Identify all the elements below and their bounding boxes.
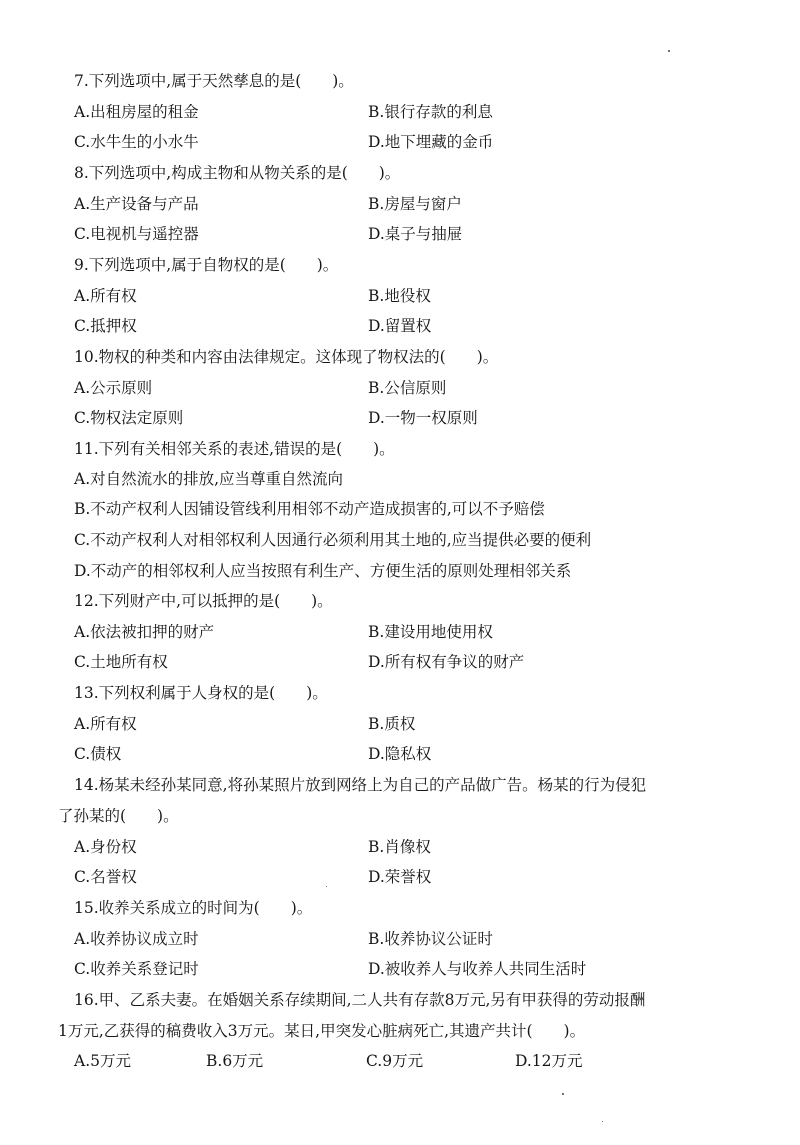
question-16-options-row	[74, 1050, 734, 1072]
question-7-options-row-1	[74, 101, 734, 123]
question-10-option-a[interactable]: A.公示原则	[74, 379, 153, 397]
question-13-option-b[interactable]: B.质权	[368, 715, 416, 733]
question-10-option-d[interactable]: D.一物一权原则	[368, 409, 478, 427]
question-14-option-c[interactable]: C.名誉权	[74, 868, 137, 886]
question-15-options-row-2	[74, 958, 734, 980]
question-7-options-row-2	[74, 131, 734, 153]
question-12-options-row-2	[74, 651, 734, 673]
question-8-options-row-1	[74, 193, 734, 215]
question-7-option-b[interactable]: B.银行存款的利息	[368, 103, 493, 121]
question-8-stem: 8.下列选项中,构成主物和从物关系的是( )。	[74, 164, 401, 182]
scan-speck	[602, 1121, 603, 1122]
question-14-options-row-1	[74, 836, 734, 858]
question-10-option-c[interactable]: C.物权法定原则	[74, 409, 184, 427]
question-11-option-c[interactable]: C.不动产权利人对相邻权利人因通行必须利用其土地的,应当提供必要的便利	[74, 531, 592, 549]
question-8-options-row-2	[74, 223, 734, 245]
question-12-options-row-1	[74, 621, 734, 643]
question-12-option-d[interactable]: D.所有权有争议的财产	[368, 653, 525, 671]
question-8-option-d[interactable]: D.桌子与抽屉	[368, 225, 463, 243]
question-16-stem-line-2: 1万元,乙获得的稿费收入3万元。某日,甲突发心脏病死亡,其遗产共计( )。	[58, 1022, 586, 1040]
scan-speck	[326, 886, 327, 887]
question-13-option-d[interactable]: D.隐私权	[368, 745, 432, 763]
question-8-option-c[interactable]: C.电视机与遥控器	[74, 225, 199, 243]
question-10-options-row-1	[74, 377, 734, 399]
question-15-option-c[interactable]: C.收养关系登记时	[74, 960, 199, 978]
question-9-option-b[interactable]: B.地役权	[368, 287, 431, 305]
question-12-option-a[interactable]: A.依法被扣押的财产	[74, 623, 215, 641]
question-10-stem: 10.物权的种类和内容由法律规定。这体现了物权法的( )。	[74, 348, 499, 366]
question-12-stem: 12.下列财产中,可以抵押的是( )。	[74, 592, 333, 610]
question-7-option-d[interactable]: D.地下埋藏的金币	[368, 133, 494, 151]
question-16-option-a[interactable]: A.5万元	[74, 1052, 131, 1070]
question-13-option-c[interactable]: C.债权	[74, 745, 122, 763]
question-11-option-d[interactable]: D.不动产的相邻权利人应当按照有利生产、方便生活的原则处理相邻关系	[74, 562, 572, 580]
question-16-option-d[interactable]: D.12万元	[515, 1052, 583, 1070]
question-16-option-c[interactable]: C.9万元	[366, 1052, 424, 1070]
question-9-option-c[interactable]: C.抵押权	[74, 317, 137, 335]
question-14-stem-line-2: 了孙某的( )。	[58, 807, 179, 825]
scan-speck	[562, 1093, 564, 1095]
question-9-options-row-2	[74, 315, 734, 337]
question-14-option-a[interactable]: A.身份权	[74, 838, 137, 856]
question-10-option-b[interactable]: B.公信原则	[368, 379, 447, 397]
question-11-stem: 11.下列有关相邻关系的表述,错误的是( )。	[74, 440, 395, 458]
question-15-stem: 15.收养关系成立的时间为( )。	[74, 899, 313, 917]
question-13-stem: 13.下列权利属于人身权的是( )。	[74, 684, 328, 702]
question-11-option-a[interactable]: A.对自然流水的排放,应当尊重自然流向	[74, 470, 344, 488]
question-14-stem-line-1: 14.杨某未经孙某同意,将孙某照片放到网络上为自己的产品做广告。杨某的行为侵犯	[74, 776, 647, 794]
question-9-stem: 9.下列选项中,属于自物权的是( )。	[74, 256, 339, 274]
question-15-option-b[interactable]: B.收养协议公证时	[368, 930, 493, 948]
question-14-options-row-2	[74, 866, 734, 888]
question-7-option-c[interactable]: C.水牛生的小水牛	[74, 133, 199, 151]
question-7-option-a[interactable]: A.出租房屋的租金	[74, 103, 199, 121]
question-13-options-row-1	[74, 713, 734, 735]
question-15-option-a[interactable]: A.收养协议成立时	[74, 930, 199, 948]
question-15-options-row-1	[74, 928, 734, 950]
question-7-stem: 7.下列选项中,属于天然孳息的是( )。	[74, 72, 354, 90]
question-9-options-row-1	[74, 285, 734, 307]
question-9-option-d[interactable]: D.留置权	[368, 317, 432, 335]
question-16-option-b[interactable]: B.6万元	[206, 1052, 264, 1070]
question-13-options-row-2	[74, 743, 734, 765]
question-11-option-b[interactable]: B.不动产权利人因铺设管线利用相邻不动产造成损害的,可以不予赔偿	[74, 500, 545, 518]
question-8-option-b[interactable]: B.房屋与窗户	[368, 195, 462, 213]
question-9-option-a[interactable]: A.所有权	[74, 287, 137, 305]
question-8-option-a[interactable]: A.生产设备与产品	[74, 195, 199, 213]
question-12-option-b[interactable]: B.建设用地使用权	[368, 623, 493, 641]
question-12-option-c[interactable]: C.土地所有权	[74, 653, 168, 671]
question-13-option-a[interactable]: A.所有权	[74, 715, 137, 733]
question-14-option-b[interactable]: B.肖像权	[368, 838, 431, 856]
question-15-option-d[interactable]: D.被收养人与收养人共同生活时	[368, 960, 587, 978]
question-14-option-d[interactable]: D.荣誉权	[368, 868, 432, 886]
question-16-stem-line-1: 16.甲、乙系夫妻。在婚姻关系存续期间,二人共有存款8万元,另有甲获得的劳动报酬	[74, 991, 646, 1009]
question-10-options-row-2	[74, 407, 734, 429]
scan-speck	[668, 50, 670, 52]
